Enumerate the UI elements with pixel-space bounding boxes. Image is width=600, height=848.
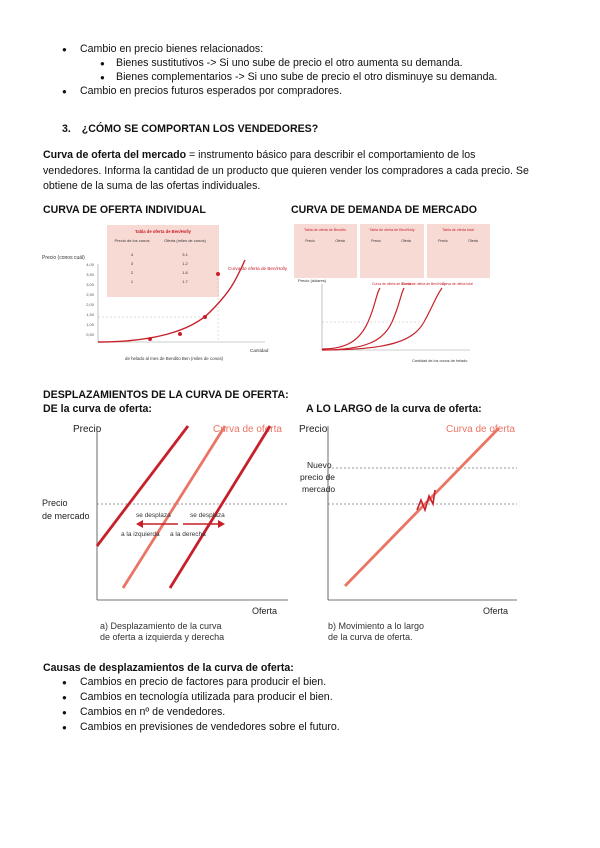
section-number: 3.: [62, 123, 71, 135]
market-table-title: Tabla de oferta de Bendito: [304, 228, 346, 232]
supply-table-cell: 1: [130, 279, 134, 284]
market-curve-label: Curva de oferta de Bendito: [372, 282, 413, 286]
supply-table-cell: 2: [130, 270, 134, 275]
definition-line: obtiene de la suma de las ofertas individuales.: [43, 180, 261, 192]
move-price-label: precio de: [300, 472, 335, 482]
move-caption: b) Movimiento a lo largo: [328, 621, 425, 631]
bullet-dot: ●: [62, 693, 67, 702]
supply-table-bg: [107, 225, 219, 297]
market-ylabel: Precio (dólares): [298, 278, 327, 283]
ytick-label: 1,00: [86, 322, 94, 327]
market-table-bg: [294, 224, 357, 278]
heading-shifts: DESPLAZAMIENTOS DE LA CURVA DE OFERTA:: [43, 389, 289, 401]
heading-market: CURVA DE DEMANDA DE MERCADO: [291, 204, 477, 216]
bullet-dot: ●: [100, 59, 105, 68]
cause-item: Cambios en nº de vendedores.: [80, 706, 226, 718]
supply-table-col2: Oferta (miles de conos): [164, 238, 206, 243]
supply-table-cell: 4: [130, 252, 134, 257]
ytick-label: 1,50: [86, 312, 94, 317]
bullet-dot: ●: [62, 678, 67, 687]
market-curve-benholly: [322, 288, 404, 350]
ytick-label: 0,50: [86, 332, 94, 337]
individual-ylabel: Precio (conos cuál): [42, 255, 85, 261]
bullet-dot: ●: [62, 723, 67, 732]
individual-xlabel: Cantidad: [250, 348, 269, 353]
supply-table-cell: 1.7: [182, 279, 188, 284]
market-table-col: Precio: [438, 239, 448, 243]
move-price-label: mercado: [302, 484, 336, 494]
market-table-col: Oferta: [401, 239, 411, 243]
individual-xlabel2: de helado al mes de Bendito Ben (miles de conos): [125, 356, 224, 361]
market-supply-figure: [292, 222, 522, 370]
shift-left-label: se desplaza: [136, 512, 171, 519]
shift-caption: a) Desplazamiento de la curva: [100, 621, 222, 631]
market-table-bg: [427, 224, 490, 278]
definition-line: = instrumento básico para describir el comportamiento de los: [186, 149, 476, 161]
supply-table-title: Tabla de oferta de Ben/Holly: [135, 229, 191, 234]
shift-arrow-right-head: [218, 520, 225, 528]
cause-item: Cambios en tecnología utilizada para producir el bien.: [80, 691, 333, 703]
shift-curve-center: [123, 426, 225, 588]
heading-along-curve: A LO LARGO de la curva de oferta:: [306, 403, 482, 415]
shift-xlabel: Oferta: [252, 606, 278, 616]
move-price-label: Nuevo: [307, 460, 332, 470]
list-item: Cambio en precio bienes relacionados:: [80, 43, 264, 55]
supply-table-col1: Precio de los conos: [114, 238, 150, 243]
definition-paragraph: [43, 148, 563, 195]
move-xlabel: Oferta: [483, 606, 509, 616]
shift-right-label: a la derecha: [170, 531, 206, 538]
definition-line: vendedores. Informa la cantidad de un producto que quieren vender los compradores a cada precio. Se: [43, 164, 529, 177]
bullet-dot: ●: [62, 708, 67, 717]
supply-table-cell: 3: [130, 261, 134, 266]
movement-figure: [285, 418, 535, 643]
market-table-col: Oferta: [335, 239, 345, 243]
shift-caption: de oferta a izquierda y derecha: [100, 632, 225, 642]
market-table-col: Oferta: [468, 239, 478, 243]
ytick-label: 2,50: [86, 292, 94, 297]
list-item: Cambio en precios futuros esperados por compradores.: [80, 85, 343, 97]
move-supply-curve: [345, 428, 499, 586]
shift-curve-label: Curva de oferta: [213, 424, 282, 435]
move-ylabel: Precio: [299, 424, 328, 435]
definition-term: Curva de oferta del mercado: [43, 149, 187, 161]
heading-of-curve: DE la curva de oferta:: [43, 403, 152, 415]
move-along-arrow: [417, 490, 435, 510]
ytick-label: 3,50: [86, 272, 94, 277]
section-heading: [62, 122, 318, 137]
market-table-title: Tabla de oferta total: [442, 228, 474, 232]
curve-point: [203, 315, 207, 319]
market-xlabel: Cantidad de los conos de helado: [412, 359, 468, 363]
section-title: ¿CÓMO SE COMPORTAN LOS VENDEDORES?: [81, 123, 319, 135]
curve-point: [216, 272, 220, 276]
move-curve-label: Curva de oferta: [446, 424, 515, 435]
market-curve-bendito: [322, 288, 380, 349]
supply-table-cell: 1.6: [182, 270, 188, 275]
shift-price-label: Precio: [42, 498, 68, 508]
individual-yticks: [86, 262, 95, 337]
market-curve-total: [322, 288, 442, 350]
market-curve-label: Curva de oferta de Ben/Holly: [402, 282, 446, 286]
shift-arrow-left-head: [136, 520, 143, 528]
shift-price-label: de mercado: [42, 511, 90, 521]
market-table-col: Precio: [305, 239, 315, 243]
individual-supply-figure: [40, 222, 287, 367]
shift-curve-left: [97, 426, 188, 546]
ytick-label: 3,00: [86, 282, 94, 287]
market-table-col: Precio: [371, 239, 381, 243]
shift-ylabel: Precio: [73, 424, 102, 435]
shift-figure: [40, 418, 300, 643]
list-item: Bienes complementarios -> Si uno sube de precio el otro disminuye su demanda.: [116, 71, 498, 83]
market-table-bg: [360, 224, 424, 278]
individual-curve-label: Curva de oferta de Ben/Holly: [228, 266, 287, 271]
heading-individual: CURVA DE OFERTA INDIVIDUAL: [43, 204, 206, 216]
cause-item: Cambios en precio de factores para producir el bien.: [80, 676, 327, 688]
market-table-title: Tabla de oferta de Ben/Holly: [369, 228, 415, 232]
ytick-label: 2,00: [86, 302, 94, 307]
bullet-dot: ●: [62, 45, 67, 54]
move-caption: de la curva de oferta.: [328, 632, 413, 642]
bullet-dot: ●: [100, 73, 105, 82]
shift-left-label: a la izquierda: [121, 531, 160, 538]
curve-point: [178, 332, 182, 336]
cause-item: Cambios en previsiones de vendedores sobre el futuro.: [80, 721, 340, 733]
list-item: Bienes sustitutivos -> Si uno sube de precio el otro aumenta su demanda.: [116, 57, 463, 69]
shift-right-label: se desplaza: [190, 512, 225, 519]
shift-curve-right: [170, 426, 270, 588]
supply-table-cell: 3.1: [182, 252, 188, 257]
causes-title: Causas de desplazamientos de la curva de oferta:: [43, 662, 294, 674]
supply-table-cell: 1.2: [182, 261, 188, 266]
bullet-dot: ●: [62, 87, 67, 96]
curve-point: [148, 337, 152, 341]
ytick-label: 4,00: [86, 262, 94, 267]
market-curve-label: Curva de oferta total: [442, 282, 473, 286]
